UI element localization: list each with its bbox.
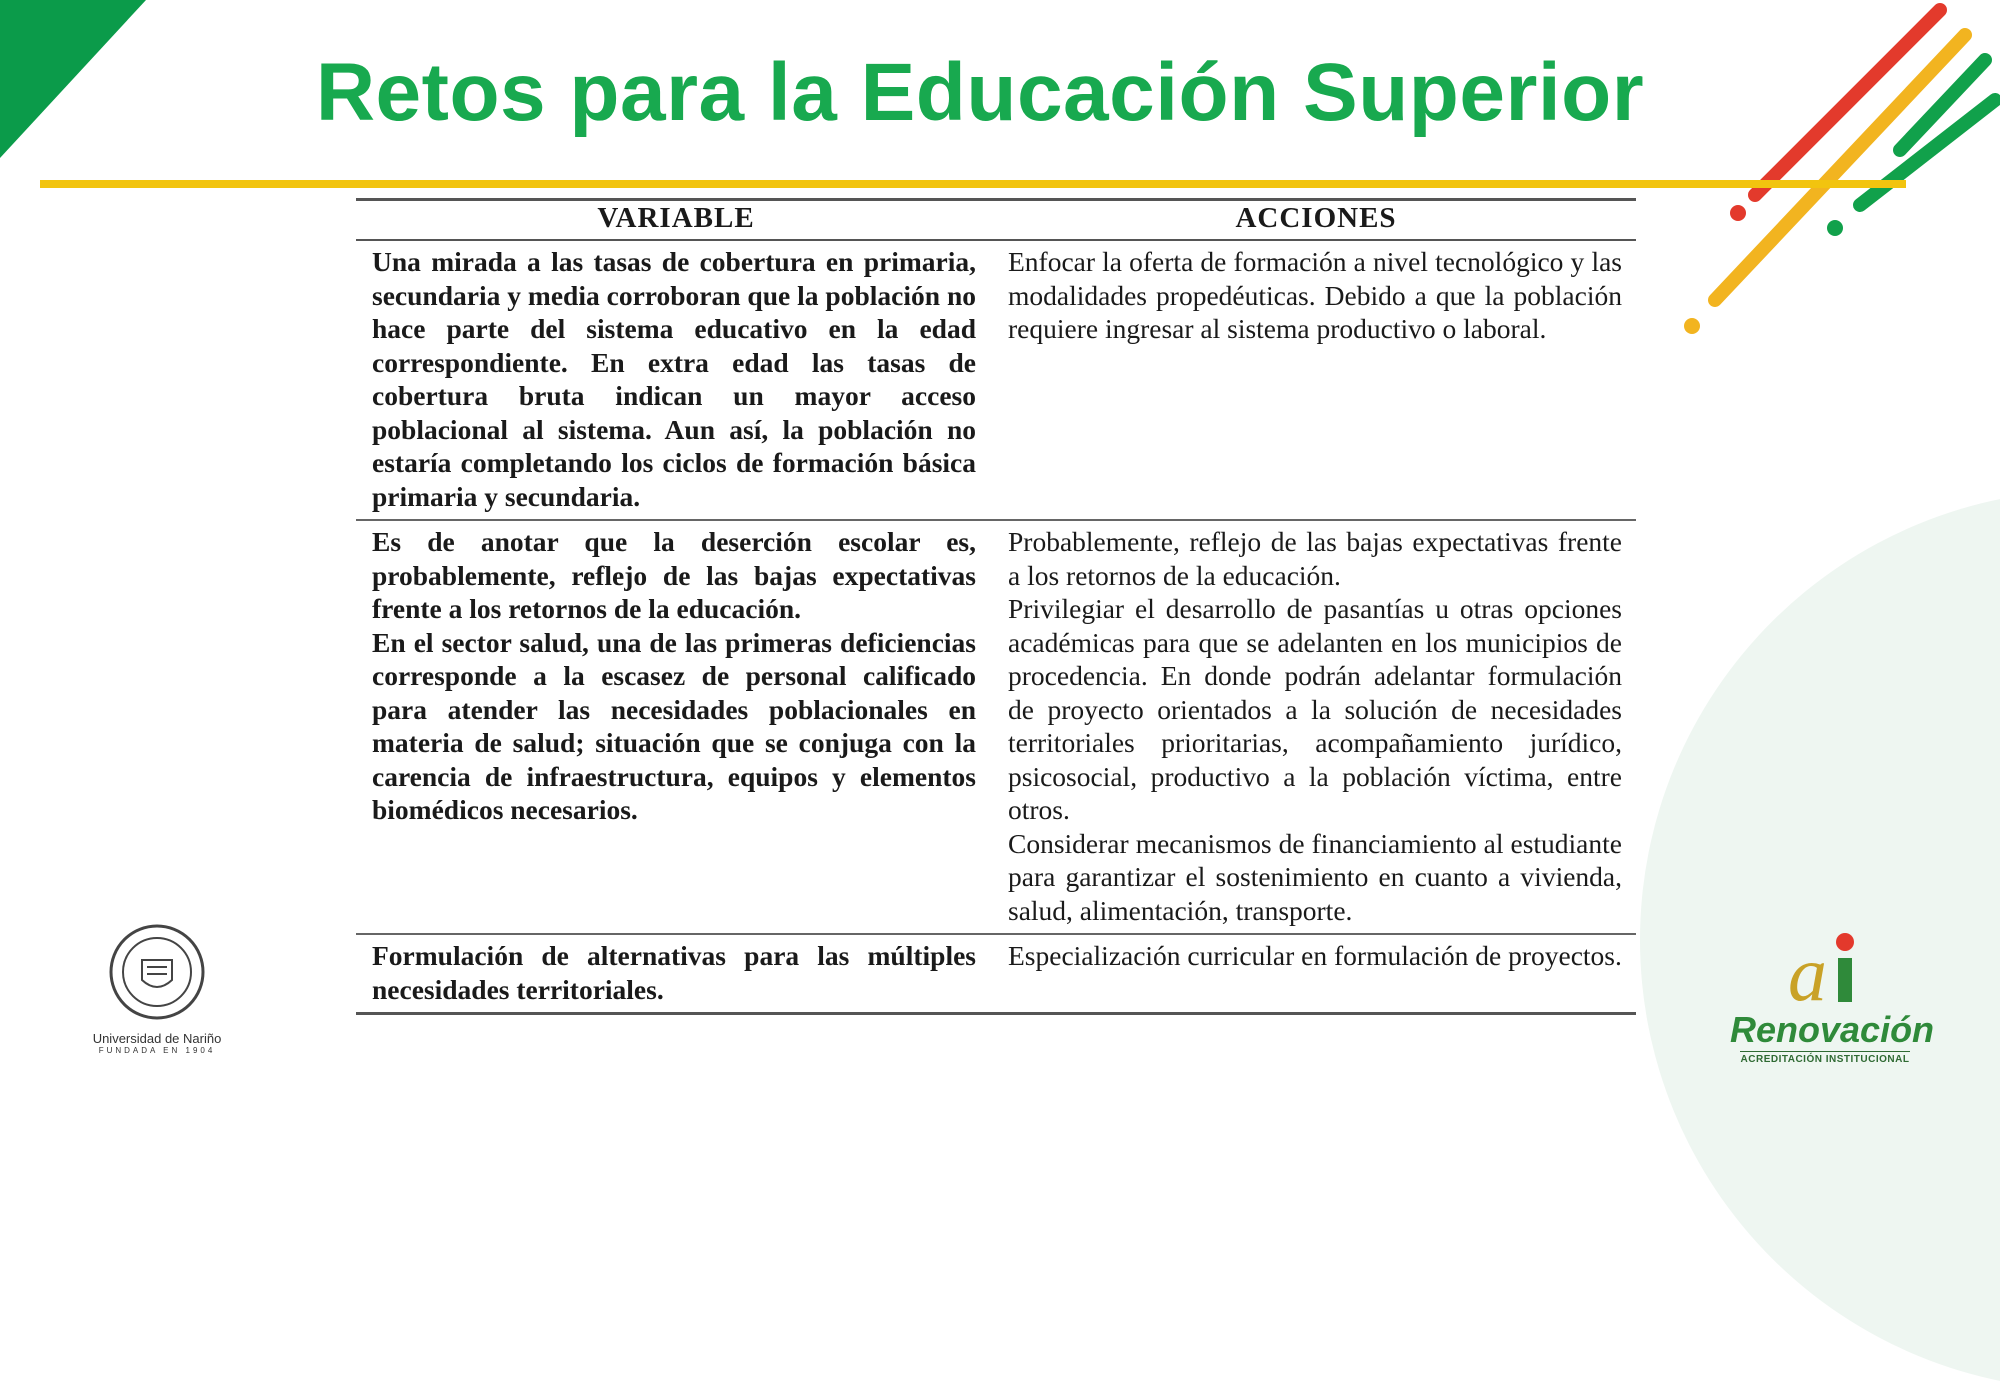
challenges-table <box>356 198 1636 1015</box>
page-title: Retos para la Educación Superior <box>315 47 1645 138</box>
acciones-cell <box>996 934 1636 1014</box>
variable-cell <box>356 240 996 520</box>
table-row <box>356 934 1636 1014</box>
university-founded: FUNDADA EN 1904 <box>98 1046 216 1055</box>
acciones-text: Probablemente, reflejo de las bajas expectativas frente a los retornos de la educación. <box>1008 526 1622 591</box>
acciones-cell <box>996 520 1636 934</box>
table-row <box>356 520 1636 934</box>
variable-text: Formulación de alternativas para las múltiples necesidades territoriales. <box>372 940 976 1005</box>
accreditation-logo <box>1730 928 1935 1065</box>
university-seal-icon <box>107 922 207 1022</box>
accreditation-name: Renovación <box>1730 1009 1935 1050</box>
variable-cell <box>356 520 996 934</box>
accreditation-subtitle: ACREDITACIÓN INSTITUCIONAL <box>1740 1051 1910 1065</box>
variable-text: Una mirada a las tasas de cobertura en primaria, secundaria y media corroboran que la población no hace parte del sistema educativo en la edad correspondiente. En extra edad las tasas de cobertura bruta indican un mayor acceso poblacional al sistema. Aun así, la población no estaría completando los ciclos de formación básica primaria y secundaria. <box>372 246 976 512</box>
university-logo <box>82 922 232 1055</box>
table-header-row <box>356 200 1636 241</box>
ai-logo-icon <box>1770 928 1880 1008</box>
title-underline <box>40 180 1906 188</box>
acciones-text: Privilegiar el desarrollo de pasantías u otras opciones académicas para que se adelanten en los municipios de procedencia. En donde podrán adelantar formulación de proyecto orientados a la solución de necesidades territoriales prioritarias, acompañamiento jurídico, psicosocial, productivo a la población víctima, entre otros. <box>1008 593 1622 825</box>
table-row <box>356 240 1636 520</box>
header-acciones: ACCIONES <box>996 200 1636 241</box>
acciones-text: Considerar mecanismos de financiamiento al estudiante para garantizar el sostenimiento en cuanto a vivienda, salud, alimentación, transporte. <box>1008 827 1622 926</box>
variable-cell <box>356 934 996 1014</box>
acciones-cell <box>996 240 1636 520</box>
university-name: Universidad de Nariño <box>92 1031 222 1046</box>
acciones-text: Especialización curricular en formulación de proyectos. <box>1008 940 1622 971</box>
variable-text: En el sector salud, una de las primeras deficiencias corresponde a la escasez de personal calificado para atender las necesidades poblacionales en materia de salud; situación que se conjuga con la carencia de infraestructura, equipos y elementos biomédicos necesarios. <box>372 626 976 825</box>
header-variable: VARIABLE <box>356 200 996 241</box>
acciones-text: Enfocar la oferta de formación a nivel tecnológico y las modalidades propedéuticas. Debido a que la población requiere ingresar al sistema productivo o laboral. <box>1008 246 1622 344</box>
svg-text:a: a <box>1788 930 1827 1008</box>
variable-text: Es de anotar que la deserción escolar es, probablemente, reflejo de las bajas expectativas frente a los retornos de la educación. <box>372 526 976 624</box>
